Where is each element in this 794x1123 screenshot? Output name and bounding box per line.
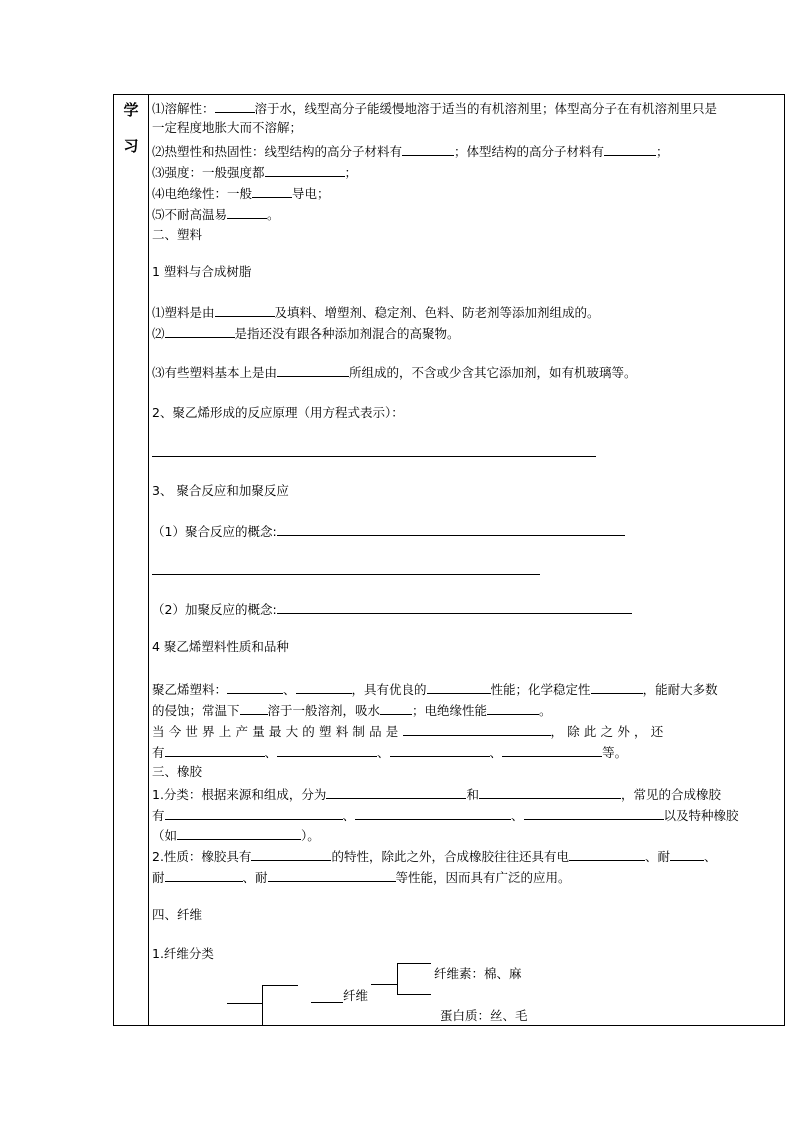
text: 和 <box>466 787 479 802</box>
blank[interactable] <box>524 806 664 820</box>
special-rubber-line <box>152 826 320 844</box>
text: 溶于一般溶剂，吸水 <box>267 703 381 718</box>
section-fiber-heading: 四、纤维 <box>152 907 203 922</box>
text: 、 <box>377 745 390 760</box>
polyethylene-properties-heading: 4 聚乙烯塑料性质和品种 <box>152 639 289 654</box>
text: ⑵热塑性和热固性：线型结构的高分子材料有 <box>152 144 403 159</box>
blank[interactable] <box>569 847 645 861</box>
blank[interactable] <box>227 205 267 219</box>
side-label-char-2: 习 <box>123 137 139 155</box>
text: ；体型结构的高分子材料有 <box>454 144 605 159</box>
tree-blank[interactable] <box>311 1002 343 1003</box>
answer-line[interactable] <box>152 456 596 457</box>
text: 性能；化学稳定性 <box>490 682 591 697</box>
text: ⑴塑料是由 <box>152 305 215 320</box>
text: （1）聚合反应的概念: <box>152 524 277 539</box>
text: ； <box>656 144 669 159</box>
polyethylene-properties-line-2 <box>152 701 552 719</box>
blank[interactable] <box>591 680 643 694</box>
blank[interactable] <box>227 680 283 694</box>
text: 及填料、增塑剂、稳定剂、色料、防老剂等添加剂组成的。 <box>274 305 600 320</box>
polyethylene-reaction-heading: 2、聚乙烯形成的反应原理（用方程式表示）： <box>152 405 404 420</box>
blank[interactable] <box>296 680 352 694</box>
text: ）。 <box>301 828 320 843</box>
rubber-properties-line-2 <box>152 868 571 886</box>
blank[interactable] <box>165 324 235 338</box>
text: 有 <box>152 745 165 760</box>
text: 、 <box>264 745 278 760</box>
tree-branch <box>397 963 431 964</box>
text: （2）加聚反应的概念: <box>152 602 277 617</box>
polyethylene-properties-line <box>152 680 718 698</box>
text: 、耐 <box>644 849 670 864</box>
resin-definition-line <box>152 324 460 342</box>
heat-line <box>152 205 280 223</box>
blank[interactable] <box>215 303 275 317</box>
text: ⑸不耐高温易 <box>152 207 228 222</box>
blank[interactable] <box>487 701 539 715</box>
text: 耐 <box>152 870 165 885</box>
solubility-line <box>152 99 717 117</box>
blank[interactable] <box>427 680 491 694</box>
addition-polymerization-line <box>152 600 632 618</box>
blank[interactable] <box>380 701 412 715</box>
text: 、 <box>283 682 296 697</box>
text: 的侵蚀；常温下 <box>152 703 240 718</box>
blank[interactable] <box>165 806 343 820</box>
blank[interactable] <box>268 868 396 882</box>
text: ，能耐大多数 <box>642 682 718 697</box>
blank[interactable] <box>402 142 454 156</box>
text: 以及特种橡胶 <box>663 808 739 823</box>
tree-cellulose-label: 纤维素：棉、麻 <box>434 966 522 981</box>
blank[interactable] <box>355 806 511 820</box>
text: ，具有优良的 <box>351 682 427 697</box>
tree-branch <box>397 963 398 994</box>
text: 、 <box>511 808 524 823</box>
tree-branch <box>262 985 263 1025</box>
polymerization-heading: 3、 聚合反应和加聚反应 <box>152 483 289 498</box>
text: 、 <box>489 745 503 760</box>
blank[interactable] <box>277 743 377 757</box>
tree-fiber-label: 纤维 <box>343 988 369 1003</box>
blank[interactable] <box>252 184 292 198</box>
rubber-properties-line <box>152 847 716 865</box>
text: 的特性，除此之外，合成橡胶往往还具有电 <box>331 849 569 864</box>
text: ⑵ <box>152 326 165 341</box>
text: ，除此之外，还 <box>550 724 668 739</box>
solubility-line-2: 一定程度地胀大而不溶解； <box>152 120 303 135</box>
text: ⑷电绝缘性：一般 <box>152 186 253 201</box>
text: ⑶强度：一般强度都 <box>152 165 265 180</box>
blank[interactable] <box>277 363 349 377</box>
polymerization-concept-line <box>152 522 625 540</box>
insulation-line <box>152 184 330 202</box>
plastic-types-line <box>152 743 627 761</box>
blank[interactable] <box>390 743 490 757</box>
blank[interactable] <box>479 785 621 799</box>
text: ； <box>344 165 358 180</box>
blank[interactable] <box>240 701 268 715</box>
blank[interactable] <box>215 99 255 113</box>
text: 1.分类：根据来源和组成，分为 <box>152 787 327 802</box>
tree-blank[interactable] <box>371 984 397 985</box>
blank[interactable] <box>251 847 331 861</box>
plastic-composition-line <box>152 303 600 321</box>
side-label-char-1: 学 <box>123 101 139 119</box>
tree-branch <box>397 994 431 995</box>
plastics-resin-heading: 1 塑料与合成树脂 <box>152 264 252 279</box>
section-rubber-heading: 三、橡胶 <box>152 764 203 779</box>
answer-line[interactable] <box>152 574 540 575</box>
blank[interactable] <box>670 847 704 861</box>
blank[interactable] <box>502 743 602 757</box>
blank[interactable] <box>604 142 656 156</box>
blank[interactable] <box>277 522 625 536</box>
blank[interactable] <box>277 600 632 614</box>
tree-protein-label: 蛋白质：丝、毛 <box>440 1008 528 1023</box>
blank[interactable] <box>403 722 551 736</box>
worksheet-table <box>113 94 785 1026</box>
text: ⑴溶解性： <box>152 101 215 116</box>
text: 所组成的，不含或少含其它添加剂，如有机玻璃等。 <box>349 365 637 380</box>
strength-line <box>152 163 357 181</box>
text: 导电； <box>292 186 330 201</box>
text: 聚乙烯塑料： <box>152 682 228 697</box>
text: 、耐 <box>242 870 268 885</box>
text: 有 <box>152 808 165 823</box>
text: 溶于水，线型高分子能缓慢地溶于适当的有机溶剂里；体型高分子在有机溶剂里只是 <box>254 101 718 116</box>
fiber-classification-heading: 1.纤维分类 <box>152 946 214 961</box>
pure-resin-line <box>152 363 637 381</box>
largest-plastic-line <box>152 722 667 740</box>
blank[interactable] <box>165 743 265 757</box>
text: 是指还没有跟各种添加剂混合的高聚物。 <box>234 326 460 341</box>
text: （如 <box>152 828 178 843</box>
text: 、 <box>342 808 356 823</box>
blank[interactable] <box>177 826 301 840</box>
blank[interactable] <box>326 785 466 799</box>
section-plastics-heading: 二、塑料 <box>152 227 203 242</box>
tree-blank[interactable] <box>262 1025 298 1026</box>
text: ；电绝缘性能 <box>412 703 488 718</box>
rubber-classification-line <box>152 785 721 803</box>
text: ⑶有些塑料基本上是由 <box>152 365 278 380</box>
side-label-column <box>114 95 149 1025</box>
text: ，常见的合成橡胶 <box>620 787 721 802</box>
text: 2.性质：橡胶具有 <box>152 849 252 864</box>
text: 等性能，因而具有广泛的应用。 <box>395 870 571 885</box>
tree-blank[interactable] <box>227 1003 262 1004</box>
blank[interactable] <box>165 868 243 882</box>
text: 等。 <box>602 745 628 760</box>
text: 、 <box>703 849 717 864</box>
tree-blank[interactable] <box>262 985 298 986</box>
thermoplastic-line <box>152 142 669 160</box>
blank[interactable] <box>265 163 345 177</box>
rubber-types-line <box>152 806 739 824</box>
text: 。 <box>267 207 280 222</box>
text: 当今世界上产量最大的塑料制品是 <box>152 724 403 739</box>
text: 。 <box>539 703 552 718</box>
